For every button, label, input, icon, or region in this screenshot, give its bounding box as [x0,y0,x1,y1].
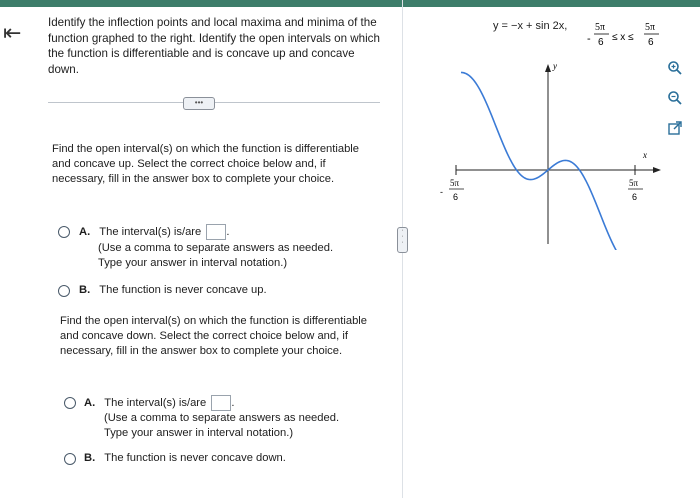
tick-left-den: 6 [453,192,459,202]
part2-option-b-radio[interactable] [64,453,76,465]
part2-answer-box[interactable] [211,395,231,411]
function-graph [440,60,665,250]
part1-answer-box[interactable] [206,224,226,240]
tick-right-num: 5π [629,178,639,188]
part2-prompt: Find the open interval(s) on which the function is differentiable and concave down. Select the correct choice below and, if necessary, fill in the answer box to complete your choice. [60,315,368,357]
part2-option-a-radio[interactable] [64,397,76,409]
part2-option-b-label: B. [84,452,96,464]
part1-option-b[interactable] [79,283,267,298]
top-bar [0,0,700,7]
y-axis-arrow [545,64,551,72]
question-area [48,15,383,77]
zoom-in-icon[interactable] [666,60,684,78]
tick-right-den: 6 [632,192,638,202]
part2-option-a-label: A. [84,396,96,409]
part1-option-a-note2: Type your answer in interval notation.) [98,257,288,269]
popout-icon[interactable] [666,120,684,138]
part1-option-b-label: B. [79,284,91,296]
part1-option-a-note1: (Use a comma to separate answers as needed. [98,242,334,254]
pane-resize-handle[interactable]: · · · [397,227,408,253]
part2-option-a-note1: (Use a comma to separate answers as needed. [104,412,340,424]
x-axis-label: x [643,150,647,160]
zoom-out-icon[interactable] [666,90,684,108]
part1-option-a-label: A. [79,225,91,238]
part1-option-b-text: The function is never concave up. [99,284,267,296]
domain-left-num: 5π [595,22,606,33]
equation-text: y = −x + sin 2x, [493,20,568,32]
part1-option-a[interactable]: A. The interval(s) is/are . [79,224,229,240]
domain-expression [585,14,665,54]
part2-option-a-text: The interval(s) is/are [104,396,207,409]
part1-prompt: Find the open interval(s) on which the function is differentiable and concave up. Select the correct choice below and, if necessary, fill in the answer box to complete your choice. [52,143,360,185]
part1-option-a-text: The interval(s) is/are [99,225,202,238]
tick-left-minus: - [440,187,443,197]
graph-equation [493,20,567,32]
part2-option-a-note2: Type your answer in interval notation.) [104,427,294,439]
part2-option-b[interactable] [84,451,286,466]
domain-mid: ≤ x ≤ [612,32,634,43]
y-axis-label: y [553,61,557,71]
expand-handle[interactable]: ••• [183,97,215,110]
domain-left-den: 6 [598,37,604,48]
domain-minus: - [587,33,591,45]
part1-option-a-radio[interactable] [58,226,70,238]
domain-right-den: 6 [648,37,654,48]
part1-option-b-radio[interactable] [58,285,70,297]
x-axis-arrow [653,167,661,173]
back-arrow-icon[interactable]: ⇤ [3,20,22,45]
domain-right-num: 5π [645,22,656,33]
tick-left-num: 5π [450,178,460,188]
question-text: Identify the inflection points and local maxima and minima of the function graphed to the right. Identify the open intervals on which the function is differentiable and is concave up and concave down. [48,16,380,76]
part2-option-a[interactable]: A. The interval(s) is/are . [84,395,234,411]
part2-option-b-text: The function is never concave down. [104,452,286,464]
